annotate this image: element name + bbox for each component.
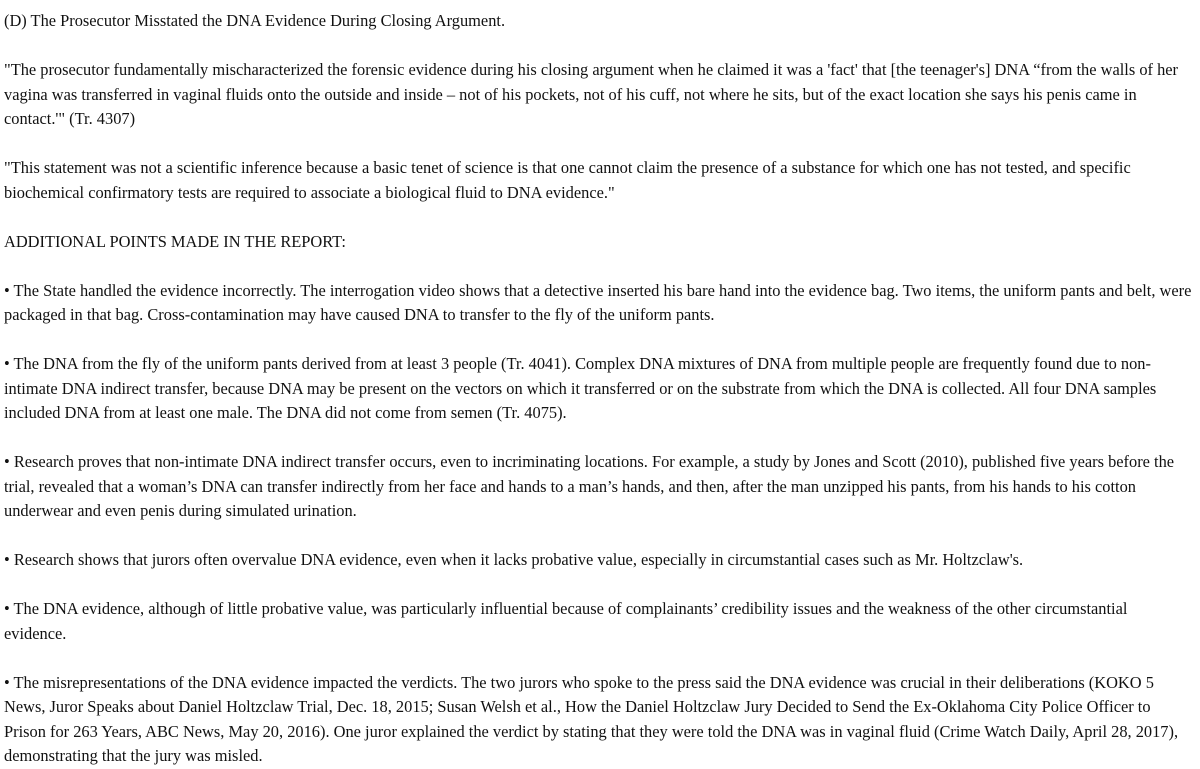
bullet-point: • The misrepresentations of the DNA evidence impacted the verdicts. The two jurors who spoke to the press said the DNA evidence was crucial in their deliberations (KOKO 5 News, Juror Speaks about Daniel Holtzclaw Trial, Dec. 18, 2015; Susan Welsh et al., How the Daniel Holtzclaw Jury Decided to Send the Ex-Oklahoma City Police Officer to Prison for 263 Years, ABC News, May 20, 2016). One juror explained the verdict by stating that they were told the DNA was in vaginal fluid (Crime Watch Daily, April 28, 2017), demonstrating that the jury was misled. (4, 672, 1179, 765)
bullet-point: • Research proves that non-intimate DNA indirect transfer occurs, even to incriminating locations. For example, a study by Jones and Scott (2010), published five years before the trial, revealed that a woman’s DNA can transfer indirectly from her face and hands to a man’s hands, and then, after the man unzipped his pants, from his hands to his cotton underwear and even penis during simulated urination. (4, 452, 1175, 520)
bullet-point: • The DNA from the fly of the uniform pants derived from at least 3 people (Tr. 4041). Complex DNA mixtures of DNA from multiple people are frequently found due to non-intimate DNA indirect transfer, because DNA may be present on the vectors on which it transferred or on the substrate from which the DNA is collected. All four DNA samples included DNA from at least one male. The DNA did not come from semen (Tr. 4075). (4, 354, 1157, 422)
document-body (4, 9, 1192, 769)
bullet-point: • The DNA evidence, although of little probative value, was particularly influential because of complainants’ credibility issues and the weakness of the other circumstantial evidence. (4, 599, 1128, 643)
bullet-point: • Research shows that jurors often overvalue DNA evidence, even when it lacks probative value, especially in circumstantial cases such as Mr. Holtzclaw's. (4, 550, 1024, 569)
bullet-point: • The State handled the evidence incorrectly. The interrogation video shows that a detective inserted his bare hand into the evidence bag. Two items, the uniform pants and belt, were packaged in that bag. Cross-contamination may have caused DNA to transfer to the fly of the uniform pants. (4, 280, 1192, 324)
additional-points-heading: ADDITIONAL POINTS MADE IN THE REPORT: (4, 231, 346, 251)
quote-paragraph: "The prosecutor fundamentally mischaracterized the forensic evidence during his closing argument when he claimed it was a 'fact' that [the teenager's] DNA “from the walls of her vagina was transferred in vaginal fluids onto the outside and inside – not of his pockets, not of his cuff, not where he sits, but of the exact location she says his penis came in contact.'" (Tr. 4307) (4, 60, 1178, 128)
quote-paragraph: "This statement was not a scientific inference because a basic tenet of science is that one cannot claim the presence of a substance for which one has not tested, and specific biochemical confirmatory tests are required to associate a biological fluid to DNA evidence." (4, 158, 1131, 202)
section-title: (D) The Prosecutor Misstated the DNA Evidence During Closing Argument. (4, 11, 506, 30)
